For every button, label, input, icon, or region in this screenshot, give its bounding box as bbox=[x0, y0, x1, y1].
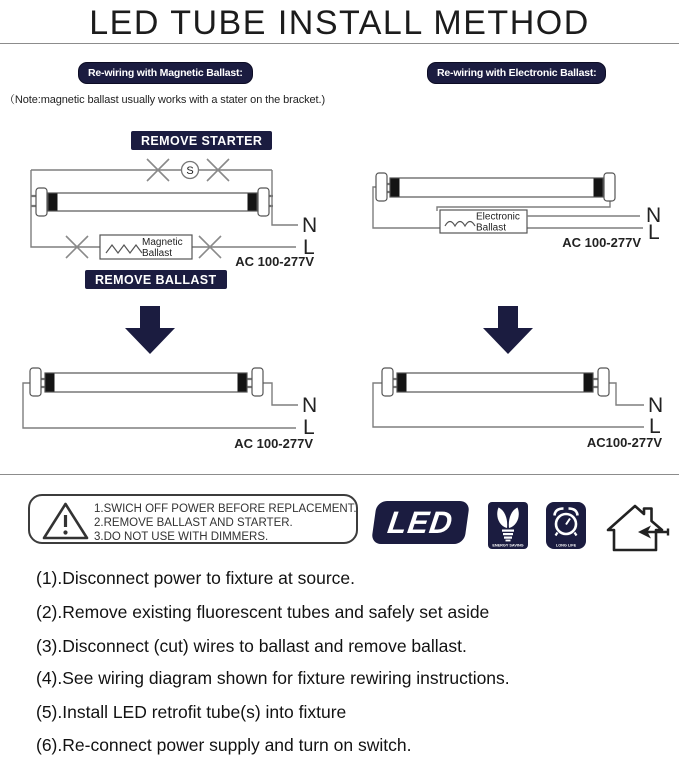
fluorescent-tube bbox=[390, 178, 603, 197]
led-tube bbox=[45, 373, 247, 392]
electronic-ballast-header: Re-wiring with Electronic Ballast: bbox=[427, 62, 606, 84]
led-logo-text: LED bbox=[385, 504, 456, 540]
neutral-wire bbox=[263, 383, 298, 405]
ballast-label-line2: Ballast bbox=[142, 248, 173, 259]
lamp-socket bbox=[36, 188, 47, 216]
lamp-socket bbox=[30, 368, 41, 396]
wire-label-n: N bbox=[302, 214, 318, 237]
rewired-diagram-right bbox=[360, 355, 679, 455]
tube-end-cap bbox=[584, 374, 593, 392]
neutral-wire bbox=[272, 170, 298, 225]
remove-ballast-badge: REMOVE BALLAST bbox=[85, 270, 227, 289]
tube-end-cap bbox=[49, 194, 58, 211]
wire-label-n: N bbox=[302, 394, 318, 417]
title-divider bbox=[0, 43, 679, 44]
ballast-label-line1: Magnetic bbox=[142, 237, 183, 248]
lamp-socket bbox=[258, 188, 269, 216]
long-life-caption: LONG LIFE bbox=[555, 543, 577, 548]
lamp-socket bbox=[604, 173, 615, 201]
warning-line-2: 2.REMOVE BALLAST AND STARTER. bbox=[94, 516, 293, 529]
voltage-label: AC 100-277V bbox=[562, 235, 641, 250]
rewired-diagram-left bbox=[0, 355, 340, 455]
magnetic-ballast-note: （Note:magnetic ballast usually works with a stater on the bracket.) bbox=[4, 94, 326, 106]
ballast-label-line2: Ballast bbox=[476, 222, 507, 234]
wire-label-n: N bbox=[648, 394, 664, 417]
starter-label: S bbox=[186, 165, 194, 177]
fluorescent-tube bbox=[48, 193, 257, 211]
install-step-1: (1).Disconnect power to fixture at source. bbox=[36, 568, 356, 588]
indoor-use-house-icon bbox=[600, 499, 670, 553]
wire-label-n: N bbox=[646, 204, 662, 227]
remove-starter-badge: REMOVE STARTER bbox=[131, 131, 272, 150]
tube-end-cap bbox=[594, 179, 603, 197]
warning-line-3: 3.DO NOT USE WITH DIMMERS. bbox=[94, 530, 269, 543]
neutral-wire bbox=[609, 383, 644, 405]
ballast-label-line1: Electronic bbox=[476, 211, 520, 223]
install-step-6: (6).Re-connect power supply and turn on switch. bbox=[36, 735, 412, 755]
install-step-3: (3).Disconnect (cut) wires to ballast and remove ballast. bbox=[36, 636, 467, 656]
voltage-label: AC 100-277V bbox=[234, 436, 313, 451]
tube-end-cap bbox=[46, 374, 55, 392]
tube-end-cap bbox=[391, 179, 400, 197]
voltage-label: AC 100-277V bbox=[235, 254, 314, 269]
warning-triangle-icon bbox=[42, 501, 89, 541]
install-step-2: (2).Remove existing fluorescent tubes and safely set aside bbox=[36, 602, 490, 622]
energy-saving-caption: ENERGY SAVING bbox=[492, 543, 524, 548]
tube-end-cap bbox=[398, 374, 407, 392]
magnetic-ballast-wiring-diagram bbox=[0, 150, 340, 282]
install-step-4: (4).See wiring diagram shown for fixture rewiring instructions. bbox=[36, 668, 510, 688]
lamp-socket bbox=[252, 368, 263, 396]
long-life-icon bbox=[546, 502, 586, 549]
down-arrow-icon bbox=[125, 306, 175, 354]
energy-saving-icon bbox=[488, 502, 528, 549]
section-divider bbox=[0, 474, 679, 475]
led-logo bbox=[371, 501, 470, 544]
install-step-5: (5).Install LED retrofit tube(s) into fixture bbox=[36, 702, 347, 722]
voltage-label: AC100-277V bbox=[586, 435, 662, 450]
warning-box bbox=[28, 494, 358, 544]
tube-end-cap bbox=[238, 374, 247, 392]
lamp-socket bbox=[598, 368, 609, 396]
led-tube bbox=[397, 373, 593, 392]
wire-label-l: L bbox=[303, 236, 315, 259]
lamp-socket bbox=[382, 368, 393, 396]
electronic-ballast-wiring-diagram bbox=[360, 155, 679, 257]
wire-label-l: L bbox=[303, 416, 315, 439]
page-title: LED TUBE INSTALL METHOD bbox=[89, 4, 590, 42]
wire-label-l: L bbox=[649, 415, 661, 438]
lamp-socket bbox=[376, 173, 387, 201]
magnetic-ballast-header: Re-wiring with Magnetic Ballast: bbox=[78, 62, 253, 84]
tube-end-cap bbox=[248, 194, 257, 211]
wire-label-l: L bbox=[648, 221, 660, 244]
warning-line-1: 1.SWICH OFF POWER BEFORE REPLACEMENT. bbox=[94, 503, 357, 515]
down-arrow-icon bbox=[483, 306, 533, 354]
